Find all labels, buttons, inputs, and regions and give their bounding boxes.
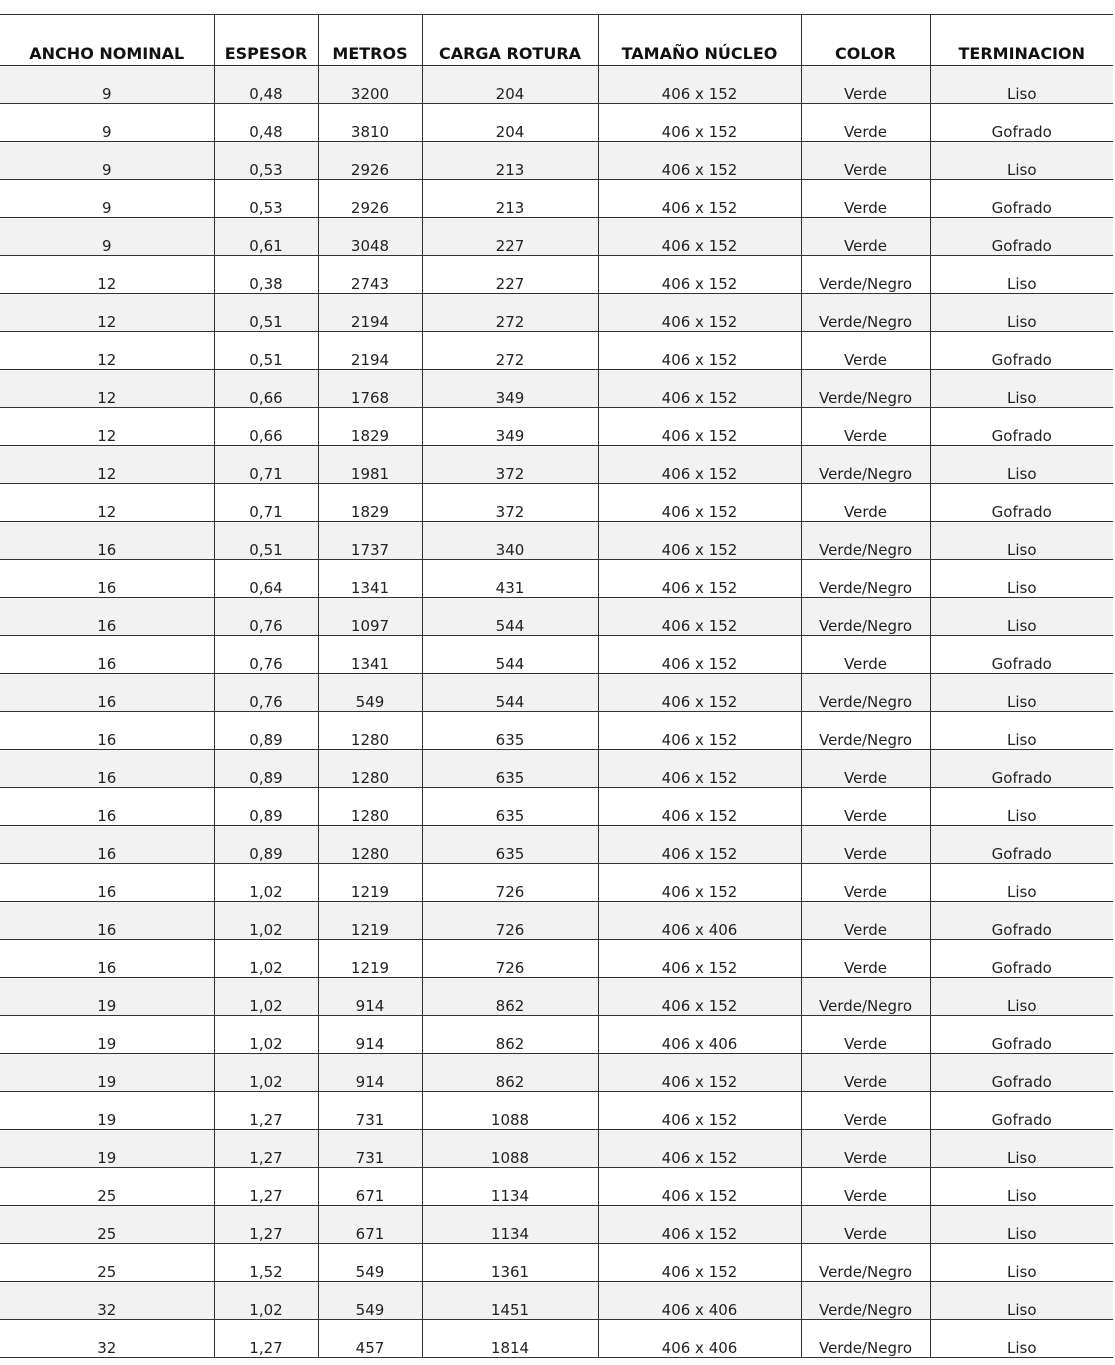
table-row xyxy=(0,218,1113,256)
cell-terminacion: Gofrado xyxy=(930,180,1113,218)
cell-metros: 1829 xyxy=(318,484,422,522)
cell-carga-rotura: 544 xyxy=(422,598,598,636)
cell-tamano-nucleo: 406 x 406 xyxy=(598,1320,801,1358)
table-row xyxy=(0,1092,1113,1130)
cell-color: Verde xyxy=(801,940,930,978)
cell-espesor: 1,27 xyxy=(214,1206,318,1244)
cell-color: Verde xyxy=(801,864,930,902)
cell-terminacion: Gofrado xyxy=(930,1054,1113,1092)
table-row xyxy=(0,1244,1113,1282)
cell-carga-rotura: 272 xyxy=(422,294,598,332)
cell-color: Verde/Negro xyxy=(801,256,930,294)
cell-terminacion: Liso xyxy=(930,560,1113,598)
cell-metros: 3200 xyxy=(318,66,422,104)
cell-color: Verde/Negro xyxy=(801,446,930,484)
cell-tamano-nucleo: 406 x 152 xyxy=(598,1206,801,1244)
table-row xyxy=(0,902,1113,940)
cell-tamano-nucleo: 406 x 152 xyxy=(598,142,801,180)
cell-terminacion: Liso xyxy=(930,522,1113,560)
cell-metros: 1768 xyxy=(318,370,422,408)
table-body xyxy=(0,66,1113,1358)
cell-espesor: 1,02 xyxy=(214,978,318,1016)
cell-ancho-nominal: 32 xyxy=(0,1282,214,1320)
table-row xyxy=(0,1016,1113,1054)
table-row xyxy=(0,750,1113,788)
cell-color: Verde xyxy=(801,636,930,674)
cell-terminacion: Liso xyxy=(930,788,1113,826)
cell-ancho-nominal: 19 xyxy=(0,1054,214,1092)
cell-tamano-nucleo: 406 x 152 xyxy=(598,446,801,484)
cell-carga-rotura: 726 xyxy=(422,864,598,902)
cell-tamano-nucleo: 406 x 406 xyxy=(598,902,801,940)
table-row xyxy=(0,180,1113,218)
cell-tamano-nucleo: 406 x 152 xyxy=(598,1092,801,1130)
cell-carga-rotura: 862 xyxy=(422,1054,598,1092)
cell-tamano-nucleo: 406 x 152 xyxy=(598,408,801,446)
cell-tamano-nucleo: 406 x 152 xyxy=(598,218,801,256)
cell-tamano-nucleo: 406 x 152 xyxy=(598,826,801,864)
cell-tamano-nucleo: 406 x 152 xyxy=(598,370,801,408)
cell-metros: 731 xyxy=(318,1092,422,1130)
cell-tamano-nucleo: 406 x 406 xyxy=(598,1282,801,1320)
cell-metros: 1341 xyxy=(318,560,422,598)
cell-tamano-nucleo: 406 x 152 xyxy=(598,522,801,560)
cell-carga-rotura: 726 xyxy=(422,940,598,978)
cell-tamano-nucleo: 406 x 152 xyxy=(598,1244,801,1282)
cell-terminacion: Liso xyxy=(930,1282,1113,1320)
header-ancho-nominal: ANCHO NOMINAL xyxy=(0,15,214,66)
table-row xyxy=(0,788,1113,826)
header-metros: METROS xyxy=(318,15,422,66)
cell-espesor: 0,89 xyxy=(214,788,318,826)
cell-carga-rotura: 544 xyxy=(422,636,598,674)
cell-color: Verde/Negro xyxy=(801,598,930,636)
cell-espesor: 1,27 xyxy=(214,1130,318,1168)
table-row xyxy=(0,484,1113,522)
cell-tamano-nucleo: 406 x 152 xyxy=(598,560,801,598)
cell-carga-rotura: 1814 xyxy=(422,1320,598,1358)
cell-ancho-nominal: 16 xyxy=(0,712,214,750)
table-row xyxy=(0,142,1113,180)
table-row xyxy=(0,712,1113,750)
cell-ancho-nominal: 9 xyxy=(0,142,214,180)
cell-metros: 3810 xyxy=(318,104,422,142)
cell-carga-rotura: 349 xyxy=(422,408,598,446)
cell-ancho-nominal: 16 xyxy=(0,560,214,598)
cell-metros: 1341 xyxy=(318,636,422,674)
table-row xyxy=(0,332,1113,370)
header-row xyxy=(0,15,1113,66)
cell-ancho-nominal: 16 xyxy=(0,636,214,674)
cell-espesor: 0,76 xyxy=(214,598,318,636)
cell-espesor: 1,02 xyxy=(214,864,318,902)
cell-terminacion: Gofrado xyxy=(930,636,1113,674)
cell-color: Verde xyxy=(801,218,930,256)
cell-carga-rotura: 349 xyxy=(422,370,598,408)
cell-terminacion: Gofrado xyxy=(930,940,1113,978)
cell-tamano-nucleo: 406 x 152 xyxy=(598,66,801,104)
cell-terminacion: Gofrado xyxy=(930,750,1113,788)
cell-tamano-nucleo: 406 x 152 xyxy=(598,788,801,826)
table-row xyxy=(0,256,1113,294)
table-row xyxy=(0,446,1113,484)
cell-metros: 1280 xyxy=(318,788,422,826)
cell-espesor: 1,02 xyxy=(214,1282,318,1320)
cell-terminacion: Liso xyxy=(930,1320,1113,1358)
cell-terminacion: Liso xyxy=(930,1130,1113,1168)
cell-espesor: 1,27 xyxy=(214,1092,318,1130)
cell-color: Verde xyxy=(801,826,930,864)
cell-terminacion: Gofrado xyxy=(930,1092,1113,1130)
table-row xyxy=(0,598,1113,636)
header-color: COLOR xyxy=(801,15,930,66)
cell-terminacion: Liso xyxy=(930,294,1113,332)
table-row xyxy=(0,1320,1113,1358)
cell-color: Verde xyxy=(801,1016,930,1054)
cell-color: Verde xyxy=(801,788,930,826)
cell-espesor: 0,76 xyxy=(214,674,318,712)
cell-metros: 914 xyxy=(318,1054,422,1092)
cell-espesor: 1,27 xyxy=(214,1168,318,1206)
cell-tamano-nucleo: 406 x 152 xyxy=(598,180,801,218)
cell-tamano-nucleo: 406 x 152 xyxy=(598,1054,801,1092)
cell-metros: 1981 xyxy=(318,446,422,484)
cell-terminacion: Liso xyxy=(930,864,1113,902)
cell-terminacion: Liso xyxy=(930,978,1113,1016)
cell-carga-rotura: 213 xyxy=(422,180,598,218)
cell-carga-rotura: 272 xyxy=(422,332,598,370)
cell-ancho-nominal: 9 xyxy=(0,218,214,256)
table-row xyxy=(0,864,1113,902)
cell-carga-rotura: 431 xyxy=(422,560,598,598)
header-tamano-nucleo: TAMAÑO NÚCLEO xyxy=(598,15,801,66)
cell-ancho-nominal: 25 xyxy=(0,1244,214,1282)
cell-metros: 671 xyxy=(318,1206,422,1244)
cell-color: Verde/Negro xyxy=(801,294,930,332)
cell-terminacion: Liso xyxy=(930,142,1113,180)
cell-ancho-nominal: 16 xyxy=(0,674,214,712)
cell-carga-rotura: 227 xyxy=(422,218,598,256)
cell-espesor: 1,27 xyxy=(214,1320,318,1358)
table-row xyxy=(0,636,1113,674)
cell-ancho-nominal: 12 xyxy=(0,446,214,484)
cell-metros: 3048 xyxy=(318,218,422,256)
cell-tamano-nucleo: 406 x 152 xyxy=(598,940,801,978)
cell-terminacion: Gofrado xyxy=(930,484,1113,522)
cell-color: Verde xyxy=(801,1206,930,1244)
cell-carga-rotura: 635 xyxy=(422,788,598,826)
cell-carga-rotura: 227 xyxy=(422,256,598,294)
cell-color: Verde/Negro xyxy=(801,522,930,560)
cell-color: Verde/Negro xyxy=(801,1320,930,1358)
table-row xyxy=(0,1168,1113,1206)
cell-espesor: 0,76 xyxy=(214,636,318,674)
cell-espesor: 0,48 xyxy=(214,66,318,104)
table-row xyxy=(0,1282,1113,1320)
table-row xyxy=(0,940,1113,978)
cell-terminacion: Liso xyxy=(930,598,1113,636)
cell-terminacion: Liso xyxy=(930,446,1113,484)
cell-espesor: 0,71 xyxy=(214,446,318,484)
cell-metros: 2194 xyxy=(318,294,422,332)
cell-color: Verde xyxy=(801,104,930,142)
cell-ancho-nominal: 9 xyxy=(0,180,214,218)
cell-color: Verde/Negro xyxy=(801,370,930,408)
table-header xyxy=(0,15,1113,66)
cell-ancho-nominal: 12 xyxy=(0,256,214,294)
cell-ancho-nominal: 16 xyxy=(0,522,214,560)
cell-ancho-nominal: 12 xyxy=(0,332,214,370)
cell-tamano-nucleo: 406 x 152 xyxy=(598,1168,801,1206)
table-row xyxy=(0,560,1113,598)
cell-carga-rotura: 1134 xyxy=(422,1168,598,1206)
cell-carga-rotura: 204 xyxy=(422,104,598,142)
cell-tamano-nucleo: 406 x 152 xyxy=(598,1130,801,1168)
cell-ancho-nominal: 19 xyxy=(0,1016,214,1054)
cell-terminacion: Liso xyxy=(930,1168,1113,1206)
cell-terminacion: Liso xyxy=(930,674,1113,712)
cell-color: Verde/Negro xyxy=(801,712,930,750)
cell-metros: 1280 xyxy=(318,712,422,750)
table-row xyxy=(0,1206,1113,1244)
cell-tamano-nucleo: 406 x 406 xyxy=(598,1016,801,1054)
cell-metros: 1097 xyxy=(318,598,422,636)
cell-color: Verde xyxy=(801,1130,930,1168)
cell-color: Verde xyxy=(801,1054,930,1092)
cell-espesor: 0,66 xyxy=(214,370,318,408)
cell-ancho-nominal: 19 xyxy=(0,978,214,1016)
cell-tamano-nucleo: 406 x 152 xyxy=(598,256,801,294)
cell-metros: 1219 xyxy=(318,902,422,940)
cell-espesor: 1,02 xyxy=(214,1016,318,1054)
cell-carga-rotura: 372 xyxy=(422,446,598,484)
cell-metros: 2194 xyxy=(318,332,422,370)
cell-espesor: 0,53 xyxy=(214,142,318,180)
cell-espesor: 1,52 xyxy=(214,1244,318,1282)
cell-tamano-nucleo: 406 x 152 xyxy=(598,750,801,788)
cell-tamano-nucleo: 406 x 152 xyxy=(598,674,801,712)
cell-espesor: 1,02 xyxy=(214,1054,318,1092)
cell-ancho-nominal: 25 xyxy=(0,1168,214,1206)
table-row xyxy=(0,522,1113,560)
cell-metros: 1280 xyxy=(318,750,422,788)
table-row xyxy=(0,978,1113,1016)
cell-ancho-nominal: 12 xyxy=(0,484,214,522)
cell-color: Verde xyxy=(801,902,930,940)
table-row xyxy=(0,370,1113,408)
table-row xyxy=(0,1054,1113,1092)
cell-terminacion: Liso xyxy=(930,712,1113,750)
cell-terminacion: Gofrado xyxy=(930,218,1113,256)
header-espesor: ESPESOR xyxy=(214,15,318,66)
cell-ancho-nominal: 9 xyxy=(0,104,214,142)
cell-color: Verde/Negro xyxy=(801,1282,930,1320)
cell-carga-rotura: 544 xyxy=(422,674,598,712)
cell-carga-rotura: 1134 xyxy=(422,1206,598,1244)
cell-espesor: 0,48 xyxy=(214,104,318,142)
cell-metros: 1737 xyxy=(318,522,422,560)
cell-terminacion: Gofrado xyxy=(930,104,1113,142)
cell-tamano-nucleo: 406 x 152 xyxy=(598,978,801,1016)
cell-carga-rotura: 1088 xyxy=(422,1092,598,1130)
cell-color: Verde xyxy=(801,1168,930,1206)
cell-tamano-nucleo: 406 x 152 xyxy=(598,104,801,142)
cell-ancho-nominal: 16 xyxy=(0,598,214,636)
cell-tamano-nucleo: 406 x 152 xyxy=(598,712,801,750)
cell-terminacion: Gofrado xyxy=(930,408,1113,446)
cell-ancho-nominal: 19 xyxy=(0,1092,214,1130)
cell-terminacion: Liso xyxy=(930,1206,1113,1244)
cell-carga-rotura: 726 xyxy=(422,902,598,940)
cell-espesor: 0,38 xyxy=(214,256,318,294)
cell-metros: 1280 xyxy=(318,826,422,864)
cell-carga-rotura: 372 xyxy=(422,484,598,522)
cell-carga-rotura: 1361 xyxy=(422,1244,598,1282)
cell-espesor: 0,51 xyxy=(214,294,318,332)
table-row xyxy=(0,1130,1113,1168)
cell-color: Verde/Negro xyxy=(801,978,930,1016)
cell-metros: 671 xyxy=(318,1168,422,1206)
cell-espesor: 0,53 xyxy=(214,180,318,218)
cell-color: Verde xyxy=(801,142,930,180)
cell-carga-rotura: 340 xyxy=(422,522,598,560)
cell-tamano-nucleo: 406 x 152 xyxy=(598,484,801,522)
cell-color: Verde xyxy=(801,332,930,370)
cell-metros: 914 xyxy=(318,978,422,1016)
cell-color: Verde xyxy=(801,484,930,522)
cell-metros: 1219 xyxy=(318,864,422,902)
header-carga-rotura: CARGA ROTURA xyxy=(422,15,598,66)
table-row xyxy=(0,408,1113,446)
cell-tamano-nucleo: 406 x 152 xyxy=(598,864,801,902)
table-row xyxy=(0,826,1113,864)
cell-ancho-nominal: 32 xyxy=(0,1320,214,1358)
cell-espesor: 0,51 xyxy=(214,332,318,370)
cell-espesor: 1,02 xyxy=(214,902,318,940)
table-row xyxy=(0,104,1113,142)
cell-tamano-nucleo: 406 x 152 xyxy=(598,598,801,636)
product-table xyxy=(0,14,1113,1358)
spec-sheet xyxy=(0,14,1113,1358)
cell-ancho-nominal: 16 xyxy=(0,750,214,788)
table-row xyxy=(0,674,1113,712)
cell-carga-rotura: 635 xyxy=(422,750,598,788)
cell-terminacion: Gofrado xyxy=(930,902,1113,940)
cell-color: Verde xyxy=(801,408,930,446)
cell-metros: 914 xyxy=(318,1016,422,1054)
cell-carga-rotura: 213 xyxy=(422,142,598,180)
cell-espesor: 0,61 xyxy=(214,218,318,256)
cell-espesor: 0,89 xyxy=(214,712,318,750)
cell-ancho-nominal: 16 xyxy=(0,864,214,902)
cell-carga-rotura: 862 xyxy=(422,978,598,1016)
cell-espesor: 0,89 xyxy=(214,750,318,788)
cell-ancho-nominal: 12 xyxy=(0,408,214,446)
cell-metros: 731 xyxy=(318,1130,422,1168)
cell-metros: 549 xyxy=(318,1282,422,1320)
cell-metros: 2926 xyxy=(318,180,422,218)
cell-terminacion: Liso xyxy=(930,1244,1113,1282)
cell-metros: 549 xyxy=(318,674,422,712)
cell-tamano-nucleo: 406 x 152 xyxy=(598,294,801,332)
cell-ancho-nominal: 12 xyxy=(0,370,214,408)
table-row xyxy=(0,294,1113,332)
cell-espesor: 0,89 xyxy=(214,826,318,864)
table-row xyxy=(0,66,1113,104)
cell-carga-rotura: 1451 xyxy=(422,1282,598,1320)
cell-tamano-nucleo: 406 x 152 xyxy=(598,636,801,674)
cell-terminacion: Gofrado xyxy=(930,332,1113,370)
cell-ancho-nominal: 16 xyxy=(0,788,214,826)
cell-terminacion: Gofrado xyxy=(930,826,1113,864)
cell-terminacion: Liso xyxy=(930,66,1113,104)
cell-espesor: 0,64 xyxy=(214,560,318,598)
cell-color: Verde/Negro xyxy=(801,674,930,712)
cell-carga-rotura: 635 xyxy=(422,826,598,864)
cell-terminacion: Gofrado xyxy=(930,1016,1113,1054)
header-terminacion: TERMINACION xyxy=(930,15,1113,66)
cell-terminacion: Liso xyxy=(930,370,1113,408)
cell-ancho-nominal: 25 xyxy=(0,1206,214,1244)
cell-terminacion: Liso xyxy=(930,256,1113,294)
cell-color: Verde xyxy=(801,180,930,218)
cell-ancho-nominal: 16 xyxy=(0,940,214,978)
cell-ancho-nominal: 19 xyxy=(0,1130,214,1168)
cell-metros: 2743 xyxy=(318,256,422,294)
cell-color: Verde xyxy=(801,66,930,104)
cell-carga-rotura: 635 xyxy=(422,712,598,750)
cell-carga-rotura: 862 xyxy=(422,1016,598,1054)
cell-espesor: 0,71 xyxy=(214,484,318,522)
cell-ancho-nominal: 16 xyxy=(0,826,214,864)
cell-metros: 1219 xyxy=(318,940,422,978)
cell-espesor: 1,02 xyxy=(214,940,318,978)
cell-color: Verde/Negro xyxy=(801,1244,930,1282)
cell-ancho-nominal: 12 xyxy=(0,294,214,332)
cell-color: Verde/Negro xyxy=(801,560,930,598)
cell-color: Verde xyxy=(801,750,930,788)
cell-ancho-nominal: 16 xyxy=(0,902,214,940)
cell-ancho-nominal: 9 xyxy=(0,66,214,104)
cell-tamano-nucleo: 406 x 152 xyxy=(598,332,801,370)
cell-espesor: 0,51 xyxy=(214,522,318,560)
cell-metros: 549 xyxy=(318,1244,422,1282)
cell-metros: 2926 xyxy=(318,142,422,180)
cell-color: Verde xyxy=(801,1092,930,1130)
cell-metros: 1829 xyxy=(318,408,422,446)
cell-metros: 457 xyxy=(318,1320,422,1358)
cell-carga-rotura: 204 xyxy=(422,66,598,104)
cell-carga-rotura: 1088 xyxy=(422,1130,598,1168)
cell-espesor: 0,66 xyxy=(214,408,318,446)
